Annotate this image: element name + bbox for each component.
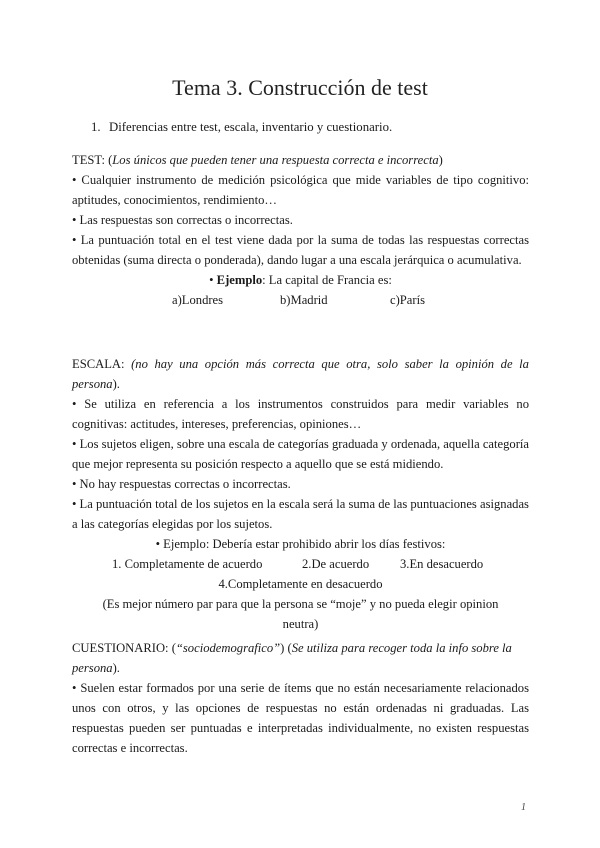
escala-bullet-2: • Los sujetos eligen, sobre una escala de categorías graduada y ordenada, aquella categoría que mejor representa su posición respecto a aquello que se está midiendo.	[72, 437, 529, 471]
escala-bullet-3: • No hay respuestas correctas o incorrectas.	[72, 477, 291, 491]
test-section	[72, 150, 529, 310]
section-heading	[91, 117, 392, 137]
test-option-c: c)París	[390, 293, 425, 307]
page-title: Tema 3. Construcción de test	[172, 75, 428, 100]
escala-option-1: 1. Completamente de acuerdo	[112, 557, 263, 571]
escala-example: • Ejemplo: Debería estar prohibido abrir los días festivos:	[155, 537, 446, 551]
test-example: • Ejemplo: La capital de Francia es:	[209, 273, 392, 287]
escala-bullet-1: • Se utiliza en referencia a los instrumentos construidos para medir variables no cognitivas: actitudes, intereses, preferencias, opiniones…	[72, 397, 529, 431]
heading-number: 1.	[91, 120, 101, 134]
escala-option-4: 4.Completamente en desacuerdo	[218, 577, 383, 591]
cuestionario-label: CUESTIONARIO: (“sociodemografico”) (Se utiliza para recoger toda la info sobre la persona).	[72, 641, 512, 675]
escala-note: (Es mejor número par para que la persona se “moje” y no pueda elegir opinion neutra)	[102, 597, 499, 631]
cuestionario-bullet-1: • Suelen estar formados por una serie de ítems que no están necesariamente relacionados unos con otros, y las opciones de respuestas no están ordenadas ni graduadas. Las respuestas pueden ser puntuadas e interpretadas individualmente, no existen respuestas correctas e incorrectas.	[72, 681, 529, 755]
test-option-b: b)Madrid	[280, 293, 328, 307]
escala-label: ESCALA: (no hay una opción más correcta que otra, solo saber la opinión de la persona).	[72, 357, 529, 391]
test-bullet-2: • Las respuestas son correctas o incorrectas.	[72, 213, 293, 227]
test-option-a: a)Londres	[172, 293, 224, 307]
cuestionario-section	[72, 638, 529, 758]
test-bullet-1: • Cualquier instrumento de medición psicológica que mide variables de tipo cognitivo: aptitudes, conocimientos, rendimiento…	[72, 173, 529, 207]
escala-bullet-4: • La puntuación total de los sujetos en la escala será la suma de las puntuaciones asignadas a las categorías elegidas por los sujetos.	[72, 497, 529, 531]
escala-option-3: 3.En desacuerdo	[400, 557, 484, 571]
heading-text: Diferencias entre test, escala, inventario y cuestionario.	[109, 120, 393, 134]
test-options-row	[72, 290, 529, 310]
test-label: TEST: (Los únicos que pueden tener una respuesta correcta e incorrecta)	[72, 153, 443, 167]
escala-option-2: 2.De acuerdo	[302, 557, 370, 571]
escala-section	[72, 354, 529, 634]
escala-options-row	[72, 554, 529, 574]
test-bullet-3: • La puntuación total en el test viene dada por la suma de todas las respuestas correctas obtenidas (suma directa o ponderada), dando lugar a una escala jerárquica o acumulativa.	[72, 233, 529, 267]
page-number: 1	[521, 802, 526, 813]
